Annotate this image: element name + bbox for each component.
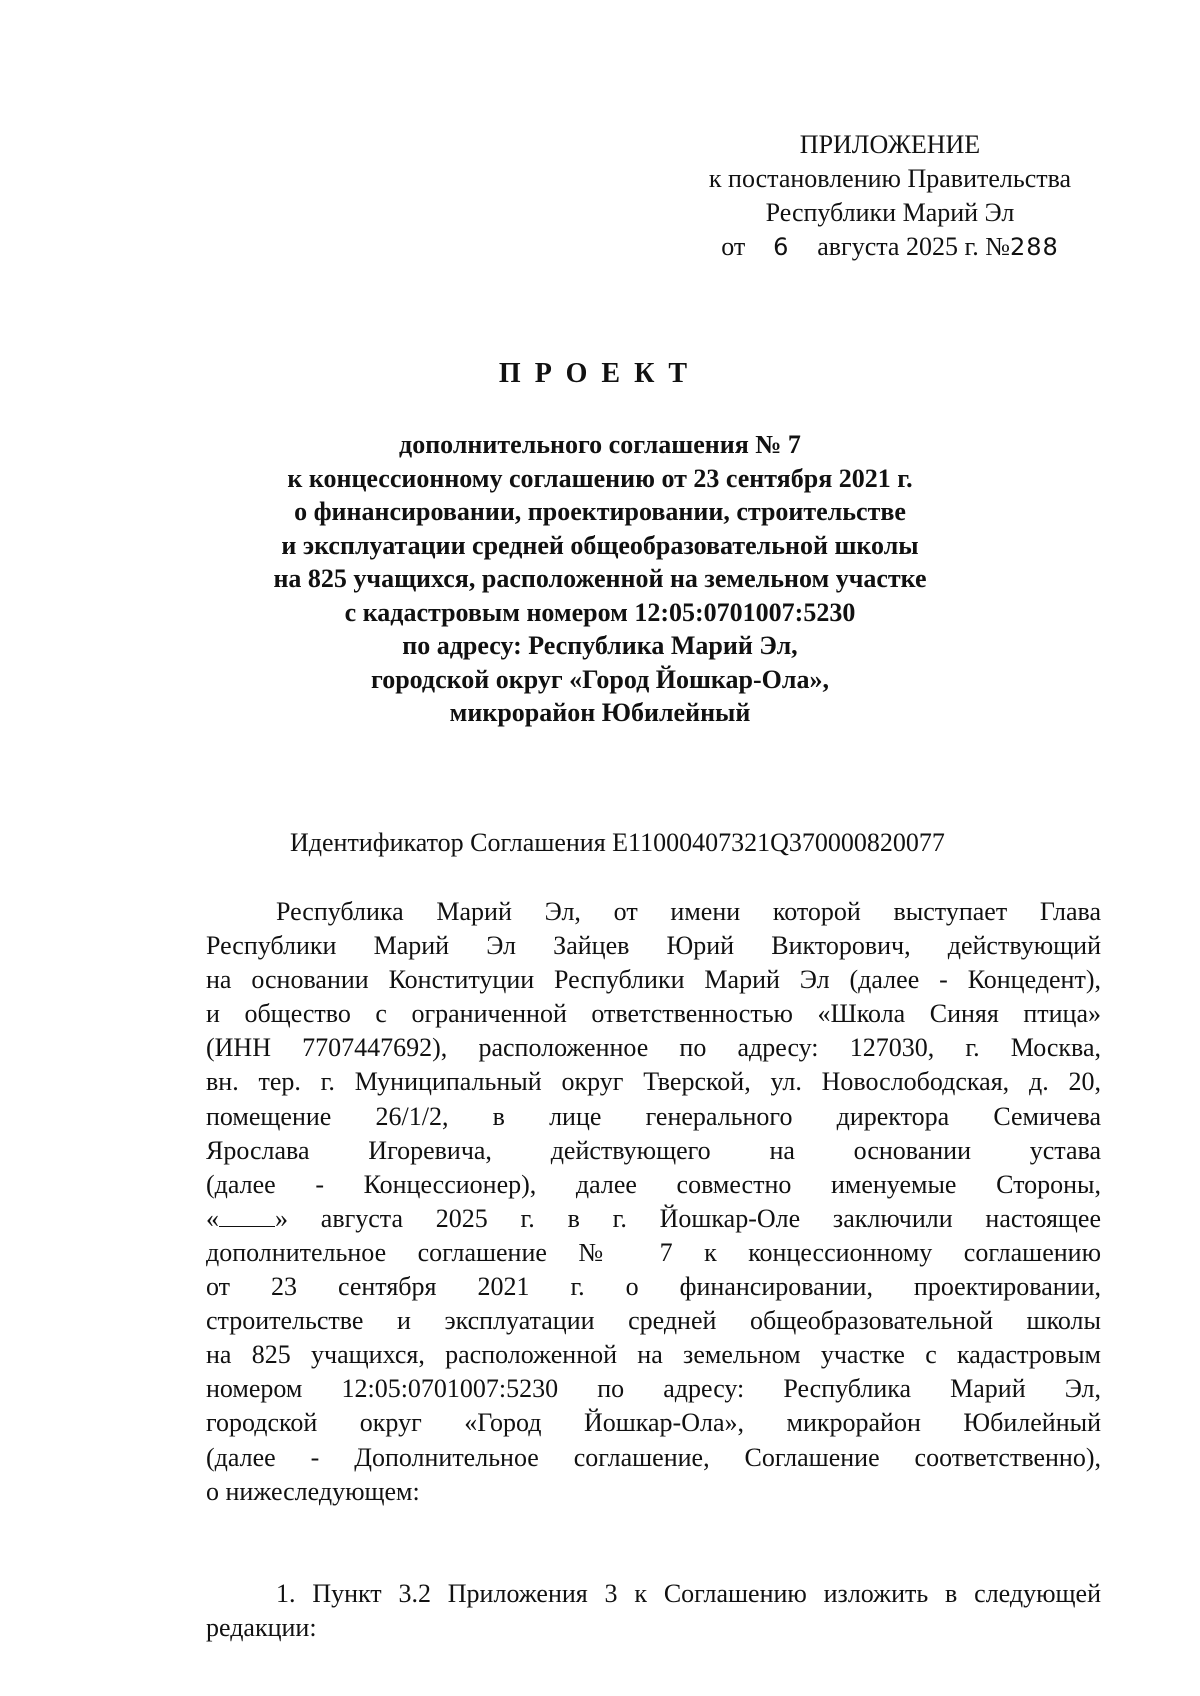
paragraph-line: 1. Пункт 3.2 Приложения 3 к Соглашению изложить в следующей [276, 1579, 1101, 1608]
paragraph-line: на 825 учащихся, расположенной на земельном участке с кадастровым [206, 1340, 1101, 1370]
appendix-line-1: к постановлению Правительства [708, 164, 1072, 193]
paragraph-line: от 23 сентября 2021 г. о финансировании, проектировании, [206, 1272, 1101, 1302]
subtitle-line: о финансировании, проектировании, строительстве [294, 497, 906, 526]
appendix-heading: ПРИЛОЖЕНИЕ [799, 130, 981, 159]
subtitle-line: дополнительного соглашения № 7 [399, 430, 801, 459]
quote-open: « [206, 1203, 219, 1233]
date-number: 288 [1010, 233, 1059, 261]
paragraph-line: помещение 26/1/2, в лице генерального директора Семичева [206, 1101, 1101, 1131]
subtitle-line: микрорайон Юбилейный [449, 698, 751, 727]
subtitle-line: и эксплуатации средней общеобразовательной школы [281, 530, 919, 560]
date-day: 6 [773, 233, 790, 261]
document-title: ПРОЕКТ [498, 358, 702, 389]
appendix-date-line [660, 230, 1120, 264]
paragraph-line: Ярослава Игоревича, действующего на основании устава [206, 1135, 1101, 1165]
appendix-header [660, 128, 1120, 264]
paragraph-line: редакции: [206, 1613, 317, 1643]
paragraph-line: и общество с ограниченной ответственностью «Школа Синяя птица» [206, 999, 1101, 1029]
paragraph-item-1 [206, 1577, 1101, 1645]
paragraph-line: строительстве и эксплуатации средней общеобразовательной школы [206, 1306, 1101, 1336]
paragraph-line: о нижеследующем: [206, 1476, 420, 1506]
paragraph-line: (ИНН 7707447692), расположенное по адресу: 127030, г. Москва, [206, 1033, 1101, 1063]
date-line-rest: » августа 2025 г. в г. Йошкар-Оле заключили настоящее [275, 1203, 1101, 1233]
subtitle-line: к концессионному соглашению от 23 сентября 2021 г. [287, 463, 913, 493]
date-rest: августа 2025 г. № [817, 232, 1010, 261]
agreement-identifier: Идентификатор Соглашения E11000407321Q370000820077 [290, 828, 945, 857]
paragraph-line: городской округ «Город Йошкар-Ола», микрорайон Юбилейный [206, 1408, 1101, 1438]
document-subtitle [170, 428, 1030, 730]
date-blank-field [219, 1206, 275, 1227]
subtitle-line: по адресу: Республика Марий Эл, [402, 631, 798, 660]
appendix-line-2: Республики Марий Эл [765, 198, 1015, 227]
paragraph-line: вн. тер. г. Муниципальный округ Тверской, ул. Новослободская, д. 20, [206, 1067, 1101, 1097]
paragraph-line: номером 12:05:0701007:5230 по адресу: Республика Марий Эл, [206, 1374, 1101, 1404]
subtitle-line: с кадастровым номером 12:05:0701007:5230 [344, 597, 856, 627]
paragraph-line-date [206, 1202, 1101, 1236]
paragraph-line: Республика Марий Эл, от имени которой выступает Глава [276, 897, 1101, 926]
paragraph-preamble [206, 895, 1101, 1509]
paragraph-line: дополнительное соглашение № 7 к концессионному соглашению [206, 1237, 1101, 1267]
date-prefix: от [721, 232, 746, 261]
subtitle-line: на 825 учащихся, расположенной на земельном участке [273, 564, 927, 593]
paragraph-line: Республики Марий Эл Зайцев Юрий Викторович, действующий [206, 931, 1101, 961]
subtitle-line: городской округ «Город Йошкар-Ола», [371, 664, 829, 694]
paragraph-line: на основании Конституции Республики Марий Эл (далее - Концедент), [206, 965, 1101, 995]
paragraph-line: (далее - Концессионер), далее совместно именуемые Стороны, [206, 1169, 1101, 1199]
paragraph-line: (далее - Дополнительное соглашение, Соглашение соответственно), [206, 1442, 1101, 1472]
